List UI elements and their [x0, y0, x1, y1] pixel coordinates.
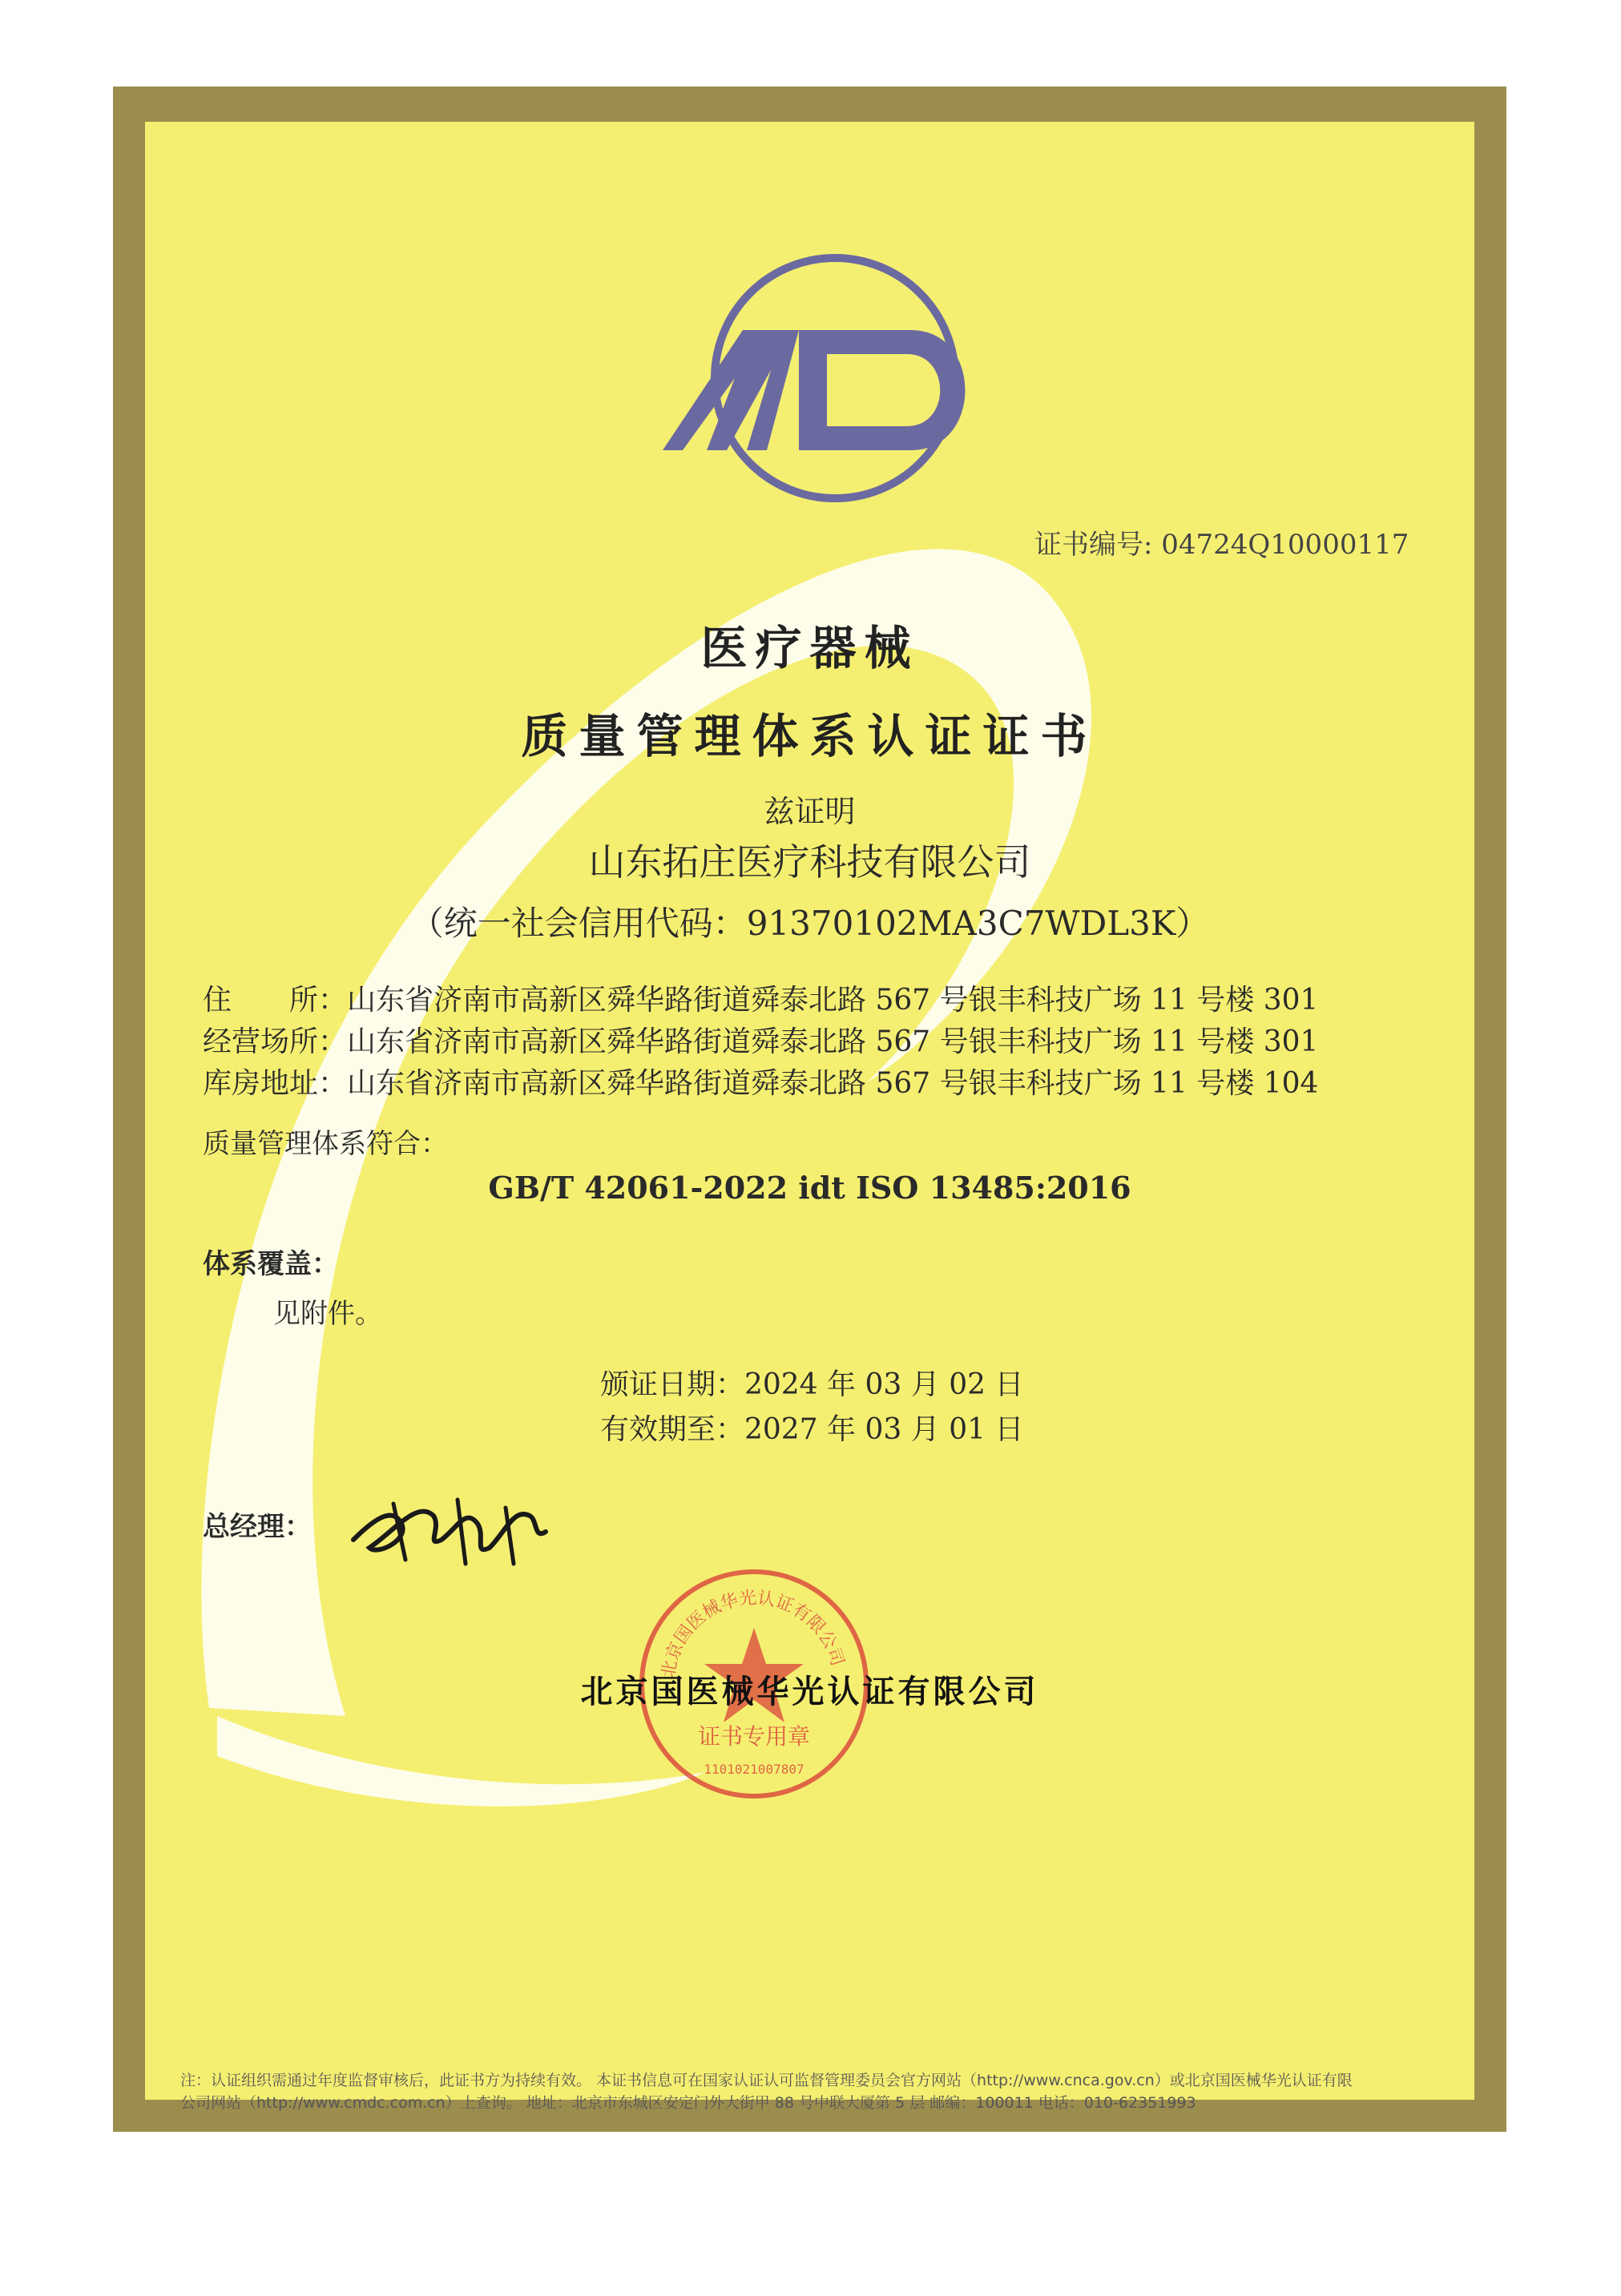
- scope-value: 见附件。: [273, 1298, 382, 1330]
- md-logo-icon: [647, 210, 1023, 546]
- footer-note-line-1: 注：认证组织需通过年度监督审核后，此证书方为持续有效。 本证书信息可在国家认证认可监督管理委员会官方网站（http://www.cnca.gov.cn）或北京国医械华光认证有限: [180, 2072, 1353, 2089]
- issue-date: 颁证日期：2024 年 03 月 02 日: [600, 1368, 1024, 1401]
- seal-number: 1101021007807: [704, 1762, 804, 1777]
- field-business-premises: [203, 1019, 1318, 1060]
- standard-text: GB/T 42061-2022 idt ISO 13485:2016: [488, 1170, 1131, 1206]
- title-line-2: 质量管理体系认证证书: [521, 709, 1099, 763]
- conform-label: 质量管理体系符合：: [203, 1128, 448, 1160]
- valid-until: 有效期至：2027 年 03 月 01 日: [600, 1413, 1024, 1446]
- field-label: 库房地址：: [203, 1067, 348, 1100]
- certificate-number: 证书编号: 04724Q10000117: [1034, 529, 1409, 561]
- title-line-1: 医疗器械: [700, 621, 919, 675]
- certificate-frame: [113, 87, 1506, 2132]
- footer-note-line-2: 公司网站（http://www.cmdc.com.cn）上查询。 地址：北京市东城区安定门外大街甲 88 号中联大厦第 5 层 邮编：100011 电话：010-62351993: [180, 2094, 1196, 2112]
- field-value: 山东省济南市高新区舜华路街道舜泰北路 567 号银丰科技广场 11 号楼 301: [347, 1025, 1319, 1058]
- hereby-text: 兹证明: [764, 794, 856, 829]
- field-label: 住 所：: [203, 984, 348, 1017]
- scope-label: 体系覆盖：: [203, 1248, 339, 1280]
- field-value: 山东省济南市高新区舜华路街道舜泰北路 567 号银丰科技广场 11 号楼 104: [347, 1067, 1319, 1100]
- field-address: [203, 977, 1318, 1018]
- company-name: 山东拓庄医疗科技有限公司: [588, 840, 1031, 884]
- seal-text-center: 证书专用章: [697, 1723, 811, 1750]
- credit-code: （统一社会信用代码：91370102MA3C7WDL3K）: [409, 904, 1210, 943]
- general-manager-label: 总经理：: [203, 1511, 312, 1543]
- certificate-paper: [145, 122, 1474, 2112]
- field-warehouse-address: [203, 1061, 1318, 1102]
- seal-text-top: 北京国医械华光认证有限公司: [658, 1588, 848, 1680]
- issuer-name: 北京国医械华光认证有限公司: [580, 1674, 1039, 1710]
- field-value: 山东省济南市高新区舜华路街道舜泰北路 567 号银丰科技广场 11 号楼 301: [347, 984, 1319, 1017]
- field-label: 经营场所：: [203, 1025, 348, 1058]
- signature-icon: [345, 1484, 554, 1572]
